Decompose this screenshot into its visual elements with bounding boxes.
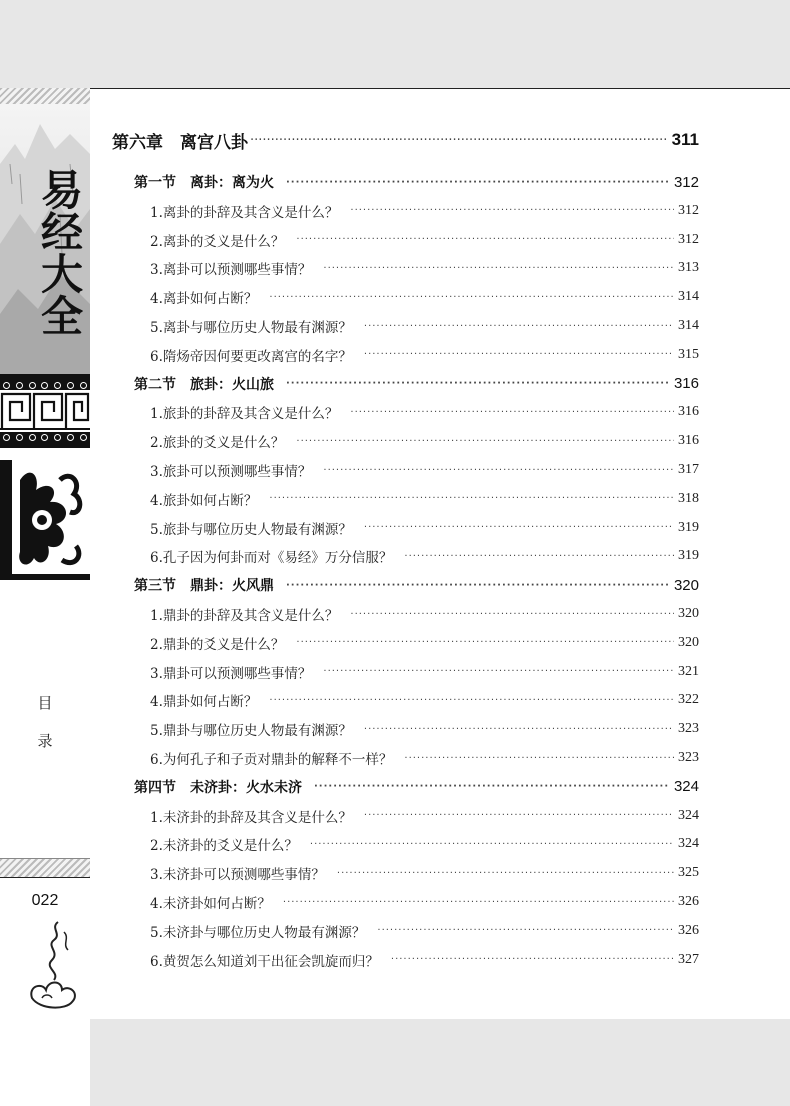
section-page: 320: [673, 576, 699, 594]
entry-page: 312: [678, 231, 699, 247]
entry-title: 1.未济卦的卦辞及其含义是什么？: [150, 809, 352, 826]
entry-page: 322: [678, 692, 699, 708]
section-page: 316: [673, 375, 699, 393]
leader-dots: [364, 321, 674, 332]
section-title: 第四节 未济卦：火水未济: [134, 779, 302, 796]
entry-page: 326: [678, 922, 699, 938]
toc-entry[interactable]: [150, 542, 699, 570]
entry-title: 6.为何孔子和子贡对鼎卦的解释不一样？: [150, 752, 393, 768]
chapter-row[interactable]: [112, 126, 699, 154]
toc-entry[interactable]: [150, 744, 699, 772]
leader-dots: [286, 378, 670, 389]
entry-page: 312: [678, 202, 699, 218]
entry-title: 3.离卦可以预测哪些事情？: [150, 262, 312, 279]
section-row[interactable]: [134, 370, 699, 398]
section-title: 第二节 旅卦：火山旅: [134, 376, 274, 393]
section-page: 324: [673, 778, 699, 796]
entry-page: 314: [678, 289, 699, 305]
entry-title: 3.未济卦可以预测哪些事情？: [150, 867, 325, 884]
leader-dots: [391, 954, 674, 965]
entry-title: 2.离卦的爻义是什么？: [150, 233, 285, 250]
entry-title: 6.孔子因为何卦而对《易经》万分信服？: [150, 550, 393, 567]
leader-dots: [296, 234, 674, 245]
leader-dots: [377, 925, 674, 936]
meander-pattern: [0, 390, 90, 432]
toc-entry[interactable]: [150, 658, 699, 686]
toc-entry[interactable]: [150, 197, 699, 225]
entry-title: 5.离卦与哪位历史人物最有渊源？: [150, 320, 352, 336]
toc-entry[interactable]: [150, 830, 699, 858]
sidebar-label-lu: 录: [37, 732, 53, 750]
circle-border-bottom: [0, 432, 90, 443]
leader-dots: [404, 551, 674, 562]
leader-dots: [296, 637, 674, 648]
section-title: 第一节 离卦：离为火: [134, 175, 274, 191]
entry-page: 321: [678, 663, 699, 679]
leader-dots: [310, 839, 674, 850]
leader-dots: [350, 609, 674, 620]
toc-entry[interactable]: [150, 686, 699, 714]
entry-title: 6.隋炀帝因何要更改离宫的名字？: [150, 348, 352, 365]
entry-title: 1.鼎卦的卦辞及其含义是什么？: [150, 608, 339, 624]
entry-title: 5.旅卦与哪位历史人物最有渊源？: [150, 521, 352, 538]
entry-title: 5.鼎卦与哪位历史人物最有渊源？: [150, 723, 352, 740]
entry-title: 2.旅卦的爻义是什么？: [150, 435, 285, 452]
entry-title: 3.旅卦可以预测哪些事情？: [150, 464, 312, 480]
entry-page: 316: [678, 433, 699, 449]
leader-dots: [283, 897, 674, 908]
entry-page: 315: [678, 346, 699, 362]
section-title: 第三节 鼎卦：火风鼎: [134, 578, 274, 595]
toc-entry[interactable]: [150, 802, 699, 830]
leader-dots: [323, 666, 674, 677]
leader-dots: [269, 493, 674, 504]
leader-dots: [286, 177, 670, 188]
entry-title: 4.鼎卦如何占断？: [150, 694, 258, 711]
entry-title: 4.未济卦如何占断？: [150, 896, 271, 912]
entry-page: 313: [678, 260, 699, 276]
entry-page: 320: [678, 606, 699, 621]
section-row[interactable]: [134, 773, 699, 801]
entry-title: 4.旅卦如何占断？: [150, 492, 258, 509]
leader-dots: [269, 292, 674, 303]
leader-dots: [296, 436, 674, 447]
ornament-panel: [0, 460, 90, 578]
entry-page: 325: [678, 865, 699, 881]
book-title: 易经大全: [35, 168, 84, 336]
leader-dots: [364, 522, 674, 533]
toc-entry[interactable]: [150, 917, 699, 945]
entry-page: 317: [678, 462, 699, 477]
sidebar-label-mu: 目: [37, 694, 53, 712]
chapter-page: 311: [671, 130, 699, 149]
toc-entry[interactable]: [150, 888, 699, 916]
toc-entry[interactable]: [150, 514, 699, 542]
leader-dots: [350, 205, 674, 216]
entry-title: 4.离卦如何占断？: [150, 291, 258, 308]
entry-page: 314: [678, 318, 699, 333]
toc-entry[interactable]: [150, 398, 699, 426]
entry-title: 3.鼎卦可以预测哪些事情？: [150, 665, 312, 682]
entry-title: 1.离卦的卦辞及其含义是什么？: [150, 204, 339, 221]
leader-dots: [314, 781, 670, 792]
entry-page: 327: [678, 951, 699, 967]
entry-title: 2.未济卦的爻义是什么？: [150, 838, 298, 855]
leader-dots: [350, 407, 674, 418]
page-number: 022: [31, 892, 59, 909]
wave-pattern-bottom: [0, 858, 90, 878]
toc-entry[interactable]: [150, 600, 699, 628]
entry-title: 5.未济卦与哪位历史人物最有渊源？: [150, 924, 366, 941]
sidebar: [0, 88, 91, 1106]
entry-title: 6.黄贺怎么知道刘干出征会凯旋而归？: [150, 953, 379, 970]
divider-dark: [0, 443, 90, 448]
leader-dots: [364, 724, 674, 735]
bottom-margin-band: [90, 1019, 790, 1106]
section-row[interactable]: [134, 571, 699, 599]
leader-dots: [323, 263, 674, 274]
leader-dots: [323, 465, 674, 476]
toc-page: [90, 88, 790, 1020]
entry-page: 323: [678, 750, 699, 765]
entry-page: 324: [678, 836, 699, 852]
entry-title: 1.旅卦的卦辞及其含义是什么？: [150, 406, 339, 423]
toc-entry[interactable]: [150, 859, 699, 887]
toc-entry[interactable]: [150, 715, 699, 743]
scroll-ornament-icon: [0, 460, 90, 578]
entry-page: 319: [678, 548, 699, 564]
entry-page: 320: [678, 634, 699, 650]
leader-dots: [364, 810, 674, 821]
section-row[interactable]: [134, 168, 699, 196]
section-page: 312: [673, 173, 699, 191]
toc-entry[interactable]: [150, 254, 699, 282]
toc-entry[interactable]: [150, 341, 699, 369]
chapter-title: 第六章 离宫八卦: [112, 132, 248, 153]
toc-entry[interactable]: [150, 283, 699, 311]
entry-page: 323: [678, 721, 699, 737]
leader-dots: [364, 349, 674, 360]
entry-page: 318: [678, 490, 699, 506]
toc-entry[interactable]: [150, 485, 699, 513]
leader-dots: [269, 695, 674, 706]
entry-page: 326: [678, 894, 699, 909]
leader-dots: [250, 133, 668, 148]
leader-dots: [404, 753, 674, 764]
toc-entry[interactable]: [150, 312, 699, 340]
toc-entry[interactable]: [150, 629, 699, 657]
toc-entry[interactable]: [150, 427, 699, 455]
leader-dots: [337, 868, 674, 879]
leader-dots: [286, 580, 670, 591]
toc-entry[interactable]: [150, 946, 699, 974]
divider-dark: [0, 574, 90, 580]
toc-entry[interactable]: [150, 456, 699, 484]
entry-page: 324: [678, 807, 699, 823]
entry-page: 316: [678, 404, 699, 420]
toc-entry[interactable]: [150, 226, 699, 254]
entry-page: 319: [678, 519, 699, 535]
cloud-swirl-icon: [28, 918, 80, 1014]
entry-title: 2.鼎卦的爻义是什么？: [150, 636, 285, 653]
table-of-contents: [90, 89, 790, 1019]
top-margin-band: [0, 0, 790, 88]
wave-pattern-top: [0, 88, 90, 105]
